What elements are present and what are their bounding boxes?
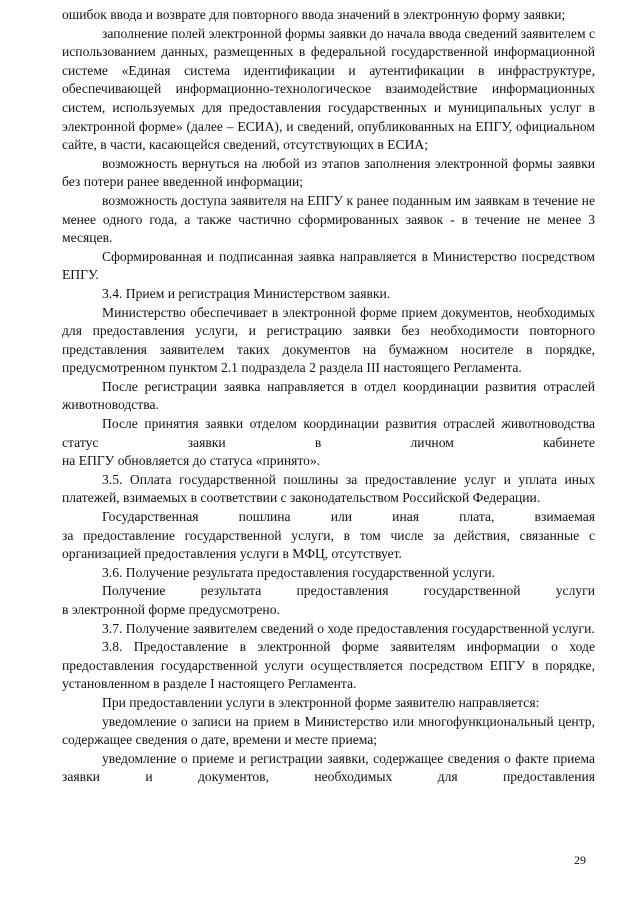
paragraph: уведомление о приеме и регистрации заявки, содержащее сведения о факте приема заявки и документов, необходимых для предоставления bbox=[62, 750, 595, 785]
paragraph: ошибок ввода и возврате для повторного ввода значений в электронную форму заявки; bbox=[62, 7, 566, 22]
page-number: 29 bbox=[574, 853, 586, 867]
paragraph: Получение результата предоставления государственной услуги bbox=[102, 583, 595, 599]
paragraph: уведомление о записи на прием в Министерство или многофункциональный центр, содержащее сведения о дате, времени и месте приема; bbox=[62, 713, 595, 748]
paragraph: После принятия заявки отделом координации развития отраслей животноводства статус заявки в личном кабинете bbox=[62, 416, 595, 450]
paragraph: Государственная пошлина или иная плата, взимаемая bbox=[102, 509, 595, 525]
paragraph: После регистрации заявка направляется в отдел координации развития отраслей животноводства. bbox=[62, 378, 595, 413]
paragraph: за предоставление государственной услуги, в том числе за действия, связанные с организацией предоставления услуги в МФЦ, отсутствует. bbox=[62, 527, 595, 562]
paragraph: При предоставлении услуги в электронной форме заявителю направляется: bbox=[102, 694, 540, 710]
section-heading: 3.5. Оплата государственной пошлины за предоставление услуг и уплата иных платежей, взимаемых в соответствии с законодательством Российской Федерации. bbox=[62, 471, 595, 506]
paragraph: на ЕПГУ обновляется до статуса «принято». bbox=[62, 453, 321, 469]
paragraph: возможность доступа заявителя на ЕПГУ к ранее поданным им заявкам в течение не менее одного года, а также частично сформированных заявок - в течение не менее 3 месяцев. bbox=[62, 192, 595, 246]
document-body bbox=[62, 6, 595, 787]
paragraph: в электронной форме предусмотрено. bbox=[62, 602, 280, 617]
section-heading: 3.7. Получение заявителем сведений о ходе предоставления государственной услуги. bbox=[102, 620, 595, 636]
section-heading: 3.6. Получение результата предоставления государственной услуги. bbox=[102, 564, 496, 580]
paragraph: Сформированная и подписанная заявка направляется в Министерство посредством ЕПГУ. bbox=[62, 248, 595, 283]
paragraph: Министерство обеспечивает в электронной форме прием документов, необходимых для предоставления услуги, и регистрацию заявки без необходимости повторного представления заявителем таких документов на бумажном носителе в порядке, предусмотренном пунктом 2.1 подраздела 2 раздела III настоящего Регламента. bbox=[62, 304, 595, 376]
paragraph: 3.8. Предоставление в электронной форме заявителям информации о ходе предоставления государственной услуги осуществляется посредством ЕПГУ в порядке, установленном в разделе I настоящего Регламента. bbox=[62, 639, 595, 692]
section-heading: 3.4. Прием и регистрация Министерством заявки. bbox=[102, 285, 391, 301]
paragraph: заполнение полей электронной формы заявки до начала ввода сведений заявителем с использованием данных, размещенных в федеральной государственной информационной системе «Единая система идентификации и аутентификации в инфраструктуре, обеспечивающей информационно-технологическое взаимодействие информационных систем, используемых для предоставления государственных и муниципальных услуг в электронной форме» (далее – ЕСИА), и сведений, опубликованных на ЕПГУ, официальном сайте, в части, касающейся сведений, отсутствующих в ЕСИА; bbox=[62, 25, 595, 153]
paragraph: возможность вернуться на любой из этапов заполнения электронной формы заявки без потери ранее введенной информации; bbox=[62, 155, 595, 190]
